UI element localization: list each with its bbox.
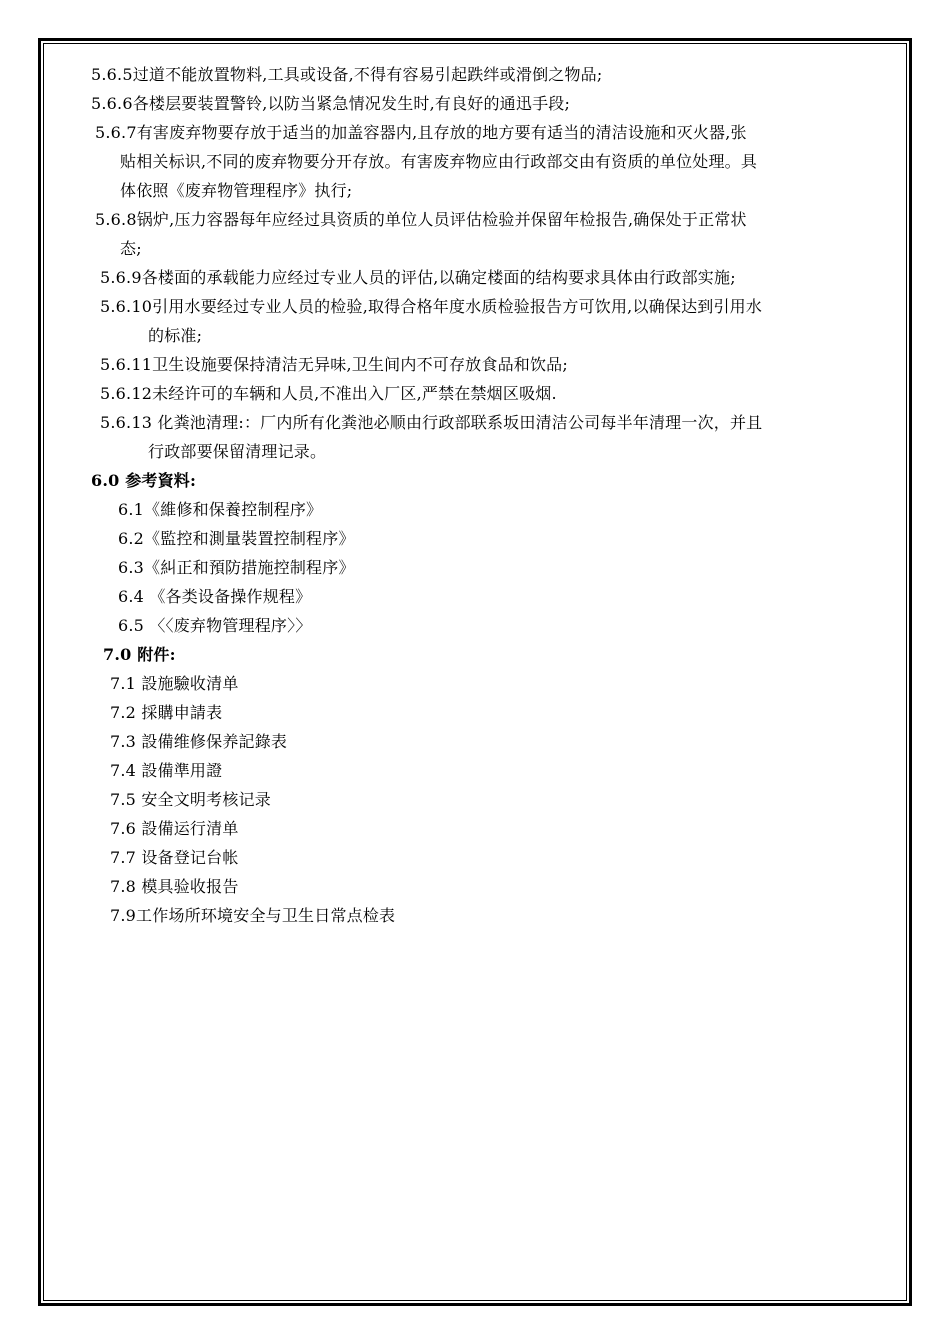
clause-5-6-6: 5.6.6各楼层要装置警铃,以防当紧急情况发生时,有良好的通迅手段; <box>91 94 571 113</box>
clause-5-6-5: 5.6.5过道不能放置物料,工具或设备,不得有容易引起跌绊或滑倒之物品; <box>91 65 603 84</box>
attachment-item: 7.3 設備维修保养記錄表 <box>110 732 288 751</box>
clause-5-6-13-line1: 5.6.13 化粪池清理:：厂内所有化粪池必顺由行政部联系坂田清洁公司每半年清理一次，并且 <box>100 413 763 432</box>
reference-item: 6.4 《各类设备操作规程》 <box>118 587 312 606</box>
clause-5-6-9: 5.6.9各楼面的承载能力应经过专业人员的评估,以确定楼面的结构要求具体由行政部实施; <box>100 268 736 287</box>
attachment-item: 7.9工作场所环境安全与卫生日常点检表 <box>110 906 396 925</box>
section-6-heading: 6.0 参考資料: <box>91 471 197 490</box>
reference-item: 6.5 〈〈废弃物管理程序〉〉 <box>118 616 312 635</box>
clause-5-6-13-line2: 行政部要保留清理记录。 <box>148 442 327 461</box>
clause-5-6-8-line1: 5.6.8锅炉,压力容器每年应经过具资质的单位人员评估检验并保留年检报告,确保处于正常状 <box>95 210 747 229</box>
attachment-item: 7.7 设备登记台帐 <box>110 848 239 867</box>
reference-item: 6.1《維修和保養控制程序》 <box>118 500 323 519</box>
attachment-item: 7.6 設備运行清单 <box>110 819 239 838</box>
clause-5-6-10-line1: 5.6.10引用水要经过专业人员的检验,取得合格年度水质检验报告方可饮用,以确保达到引用水 <box>100 297 763 316</box>
clause-5-6-7-line1: 5.6.7有害废弃物要存放于适当的加盖容器内,且存放的地方要有适当的清洁设施和灭火器,张 <box>95 123 747 142</box>
clause-5-6-8-line2: 态; <box>120 239 142 258</box>
attachment-item: 7.5 安全文明考核记录 <box>110 790 271 809</box>
clause-5-6-11: 5.6.11卫生设施要保持清洁无异味,卫生间内不可存放食品和饮品; <box>100 355 568 374</box>
attachment-item: 7.8 模具验收报告 <box>110 877 239 896</box>
clause-5-6-7-line2: 贴相关标识,不同的废弃物要分开存放。有害废弃物应由行政部交由有资质的单位处理。具 <box>120 152 758 171</box>
clause-5-6-7-line3: 体依照《废弃物管理程序》执行; <box>120 181 353 200</box>
attachment-item: 7.4 設備準用證 <box>110 761 223 780</box>
page-border-inner <box>43 43 907 1301</box>
attachment-item: 7.1 設施驗收清单 <box>110 674 239 693</box>
clause-5-6-10-line2: 的标准; <box>148 326 203 345</box>
reference-item: 6.2《監控和測量裝置控制程序》 <box>118 529 355 548</box>
clause-5-6-12: 5.6.12未经许可的车辆和人员,不准出入厂区,严禁在禁烟区吸烟. <box>100 384 557 403</box>
attachment-item: 7.2 採購申請表 <box>110 703 223 722</box>
reference-item: 6.3《糾正和預防措施控制程序》 <box>118 558 355 577</box>
section-7-heading: 7.0 附件: <box>103 645 176 664</box>
